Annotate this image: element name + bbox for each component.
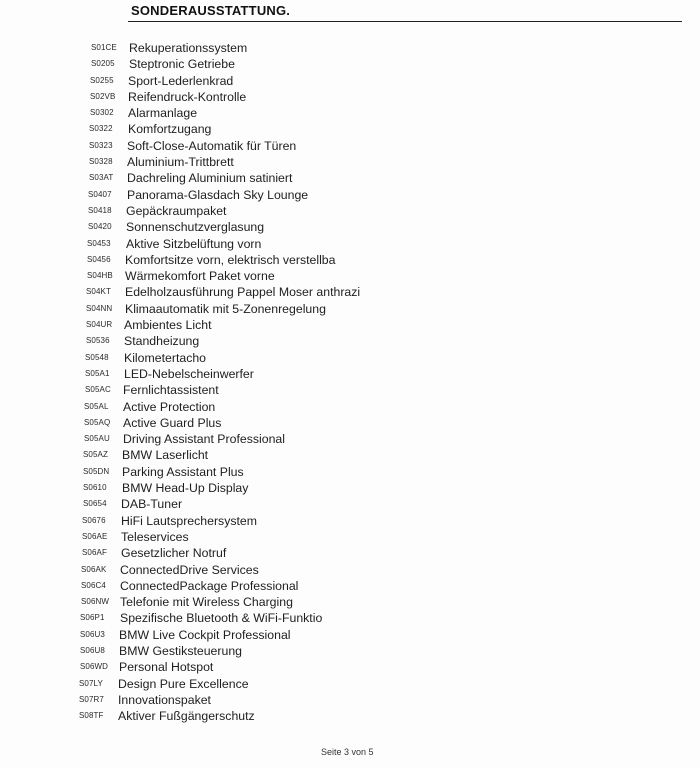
option-row	[0, 693, 700, 709]
option-code: S06C4	[81, 580, 106, 590]
option-code: S06WD	[80, 662, 109, 672]
options-list	[0, 41, 700, 725]
option-name: BMW Live Cockpit Professional	[119, 627, 291, 642]
option-name: Sonnenschutzverglasung	[126, 220, 265, 235]
option-name: ConnectedDrive Services	[120, 562, 259, 577]
option-code: S06U8	[80, 645, 105, 655]
option-code: S0255	[90, 75, 114, 85]
option-name: Reifendruck-Kontrolle	[128, 89, 247, 104]
option-row	[0, 237, 700, 253]
option-name: Gesetzlicher Notruf	[121, 546, 227, 561]
option-code: S02VB	[90, 91, 116, 101]
option-code: S0418	[88, 205, 112, 215]
option-code: S05AL	[84, 401, 109, 411]
option-name: Active Protection	[123, 399, 216, 414]
title-underline	[128, 21, 682, 22]
option-code: S0676	[82, 515, 106, 525]
option-name: Fernlichtassistent	[123, 383, 219, 398]
option-code: S0205	[91, 59, 115, 69]
option-name: Dachreling Aluminium satiniert	[127, 171, 293, 186]
option-row	[0, 41, 700, 57]
option-row	[0, 204, 700, 220]
option-name: Komfortsitze vorn, elektrisch verstellba	[125, 252, 336, 267]
option-row	[0, 579, 700, 595]
option-row	[0, 416, 700, 432]
option-row	[0, 253, 700, 269]
option-name: Edelholzausführung Pappel Moser anthrazi	[125, 285, 361, 300]
option-code: S0302	[90, 108, 114, 118]
option-row	[0, 122, 700, 138]
option-row	[0, 595, 700, 611]
option-row	[0, 514, 700, 530]
option-row	[0, 481, 700, 497]
option-name: BMW Head-Up Display	[122, 481, 249, 496]
option-name: Design Pure Excellence	[118, 676, 249, 691]
option-code: S05AU	[84, 434, 110, 444]
option-name: Driving Assistant Professional	[123, 432, 285, 447]
option-row	[0, 611, 700, 627]
option-row	[0, 334, 700, 350]
option-name: Soft-Close-Automatik für Türen	[127, 138, 297, 153]
option-name: Aluminium-Trittbrett	[127, 155, 234, 170]
option-name: Personal Hotspot	[119, 660, 214, 675]
option-code: S0548	[85, 352, 109, 362]
option-name: Innovationspaket	[118, 692, 211, 707]
option-row	[0, 383, 700, 399]
option-row	[0, 400, 700, 416]
option-code: S06U3	[80, 629, 105, 639]
option-row	[0, 677, 700, 693]
option-name: BMW Gestiksteuerung	[119, 643, 243, 658]
option-code: S0610	[83, 483, 107, 493]
option-code: S04UR	[86, 320, 113, 330]
option-row	[0, 530, 700, 546]
option-name: Gepäckraumpaket	[126, 203, 227, 218]
option-name: Sport-Lederlenkrad	[128, 73, 234, 88]
option-row	[0, 448, 700, 464]
option-code: S04NN	[86, 303, 113, 313]
option-code: S06P1	[80, 613, 105, 623]
option-name: Rekuperationssystem	[129, 41, 248, 55]
option-row	[0, 220, 700, 236]
section-title: SONDERAUSSTATTUNG.	[131, 3, 291, 18]
option-code: S06AE	[82, 531, 108, 541]
option-name: Teleservices	[121, 529, 189, 544]
option-name: Parking Assistant Plus	[122, 464, 244, 479]
option-code: S07LY	[79, 678, 103, 688]
option-code: S0456	[87, 254, 111, 264]
option-name: Aktiver Fußgängerschutz	[118, 709, 255, 724]
option-code: S06AK	[81, 564, 107, 574]
option-row	[0, 171, 700, 187]
option-code: S0420	[88, 222, 112, 232]
option-name: HiFi Lautsprechersystem	[121, 513, 257, 528]
option-code: S0453	[87, 238, 111, 248]
option-name: Klimaautomatik mit 5-Zonenregelung	[125, 301, 326, 316]
option-code: S05AQ	[84, 417, 111, 427]
option-name: Ambientes Licht	[124, 318, 212, 333]
option-row	[0, 660, 700, 676]
option-name: Steptronic Getriebe	[129, 57, 235, 72]
option-name: ConnectedPackage Professional	[120, 578, 299, 593]
option-code: S0323	[89, 140, 113, 150]
option-row	[0, 74, 700, 90]
option-code: S05DN	[83, 466, 110, 476]
option-code: S08TF	[79, 711, 104, 721]
option-name: Komfortzugang	[128, 122, 212, 137]
option-name: BMW Laserlicht	[122, 448, 209, 463]
option-code: S06AF	[82, 548, 107, 558]
option-row	[0, 318, 700, 334]
option-code: S05AZ	[83, 450, 108, 460]
option-code: S04HB	[87, 271, 113, 281]
option-name: Telefonie mit Wireless Charging	[120, 595, 293, 610]
option-row	[0, 644, 700, 660]
option-name: LED-Nebelscheinwerfer	[124, 366, 254, 381]
option-code: S0328	[89, 157, 113, 167]
option-code: S0322	[89, 124, 113, 134]
option-code: S04KT	[86, 287, 111, 297]
option-row	[0, 188, 700, 204]
option-code: S06NW	[81, 597, 110, 607]
option-name: Aktive Sitzbelüftung vorn	[126, 236, 262, 251]
option-code: S03AT	[89, 173, 114, 183]
option-name: Kilometertacho	[124, 350, 207, 365]
option-name: DAB-Tuner	[121, 497, 183, 512]
option-row	[0, 709, 700, 725]
option-row	[0, 546, 700, 562]
option-row	[0, 432, 700, 448]
option-row	[0, 563, 700, 579]
page-number: Seite 3 von 5	[321, 747, 374, 757]
option-row	[0, 139, 700, 155]
option-name: Active Guard Plus	[123, 415, 222, 430]
option-code: S0536	[86, 336, 110, 346]
option-code: S07R7	[79, 694, 104, 704]
option-row	[0, 90, 700, 106]
option-code: S05AC	[85, 385, 111, 395]
option-name: Wärmekomfort Paket vorne	[125, 269, 275, 284]
option-row	[0, 57, 700, 73]
option-row	[0, 351, 700, 367]
option-code: S01CE	[91, 43, 117, 52]
option-name: Alarmanlage	[128, 106, 198, 121]
option-row	[0, 497, 700, 513]
option-row	[0, 106, 700, 122]
option-row	[0, 367, 700, 383]
option-row	[0, 285, 700, 301]
option-row	[0, 302, 700, 318]
option-name: Standheizung	[124, 334, 200, 349]
option-row	[0, 269, 700, 285]
option-row	[0, 628, 700, 644]
option-row	[0, 155, 700, 171]
option-row	[0, 465, 700, 481]
option-code: S0407	[88, 189, 112, 199]
option-code: S05A1	[85, 368, 110, 378]
option-code: S0654	[83, 499, 107, 509]
option-name: Panorama-Glasdach Sky Lounge	[127, 187, 309, 202]
option-name: Spezifische Bluetooth & WiFi-Funktio	[120, 611, 323, 626]
